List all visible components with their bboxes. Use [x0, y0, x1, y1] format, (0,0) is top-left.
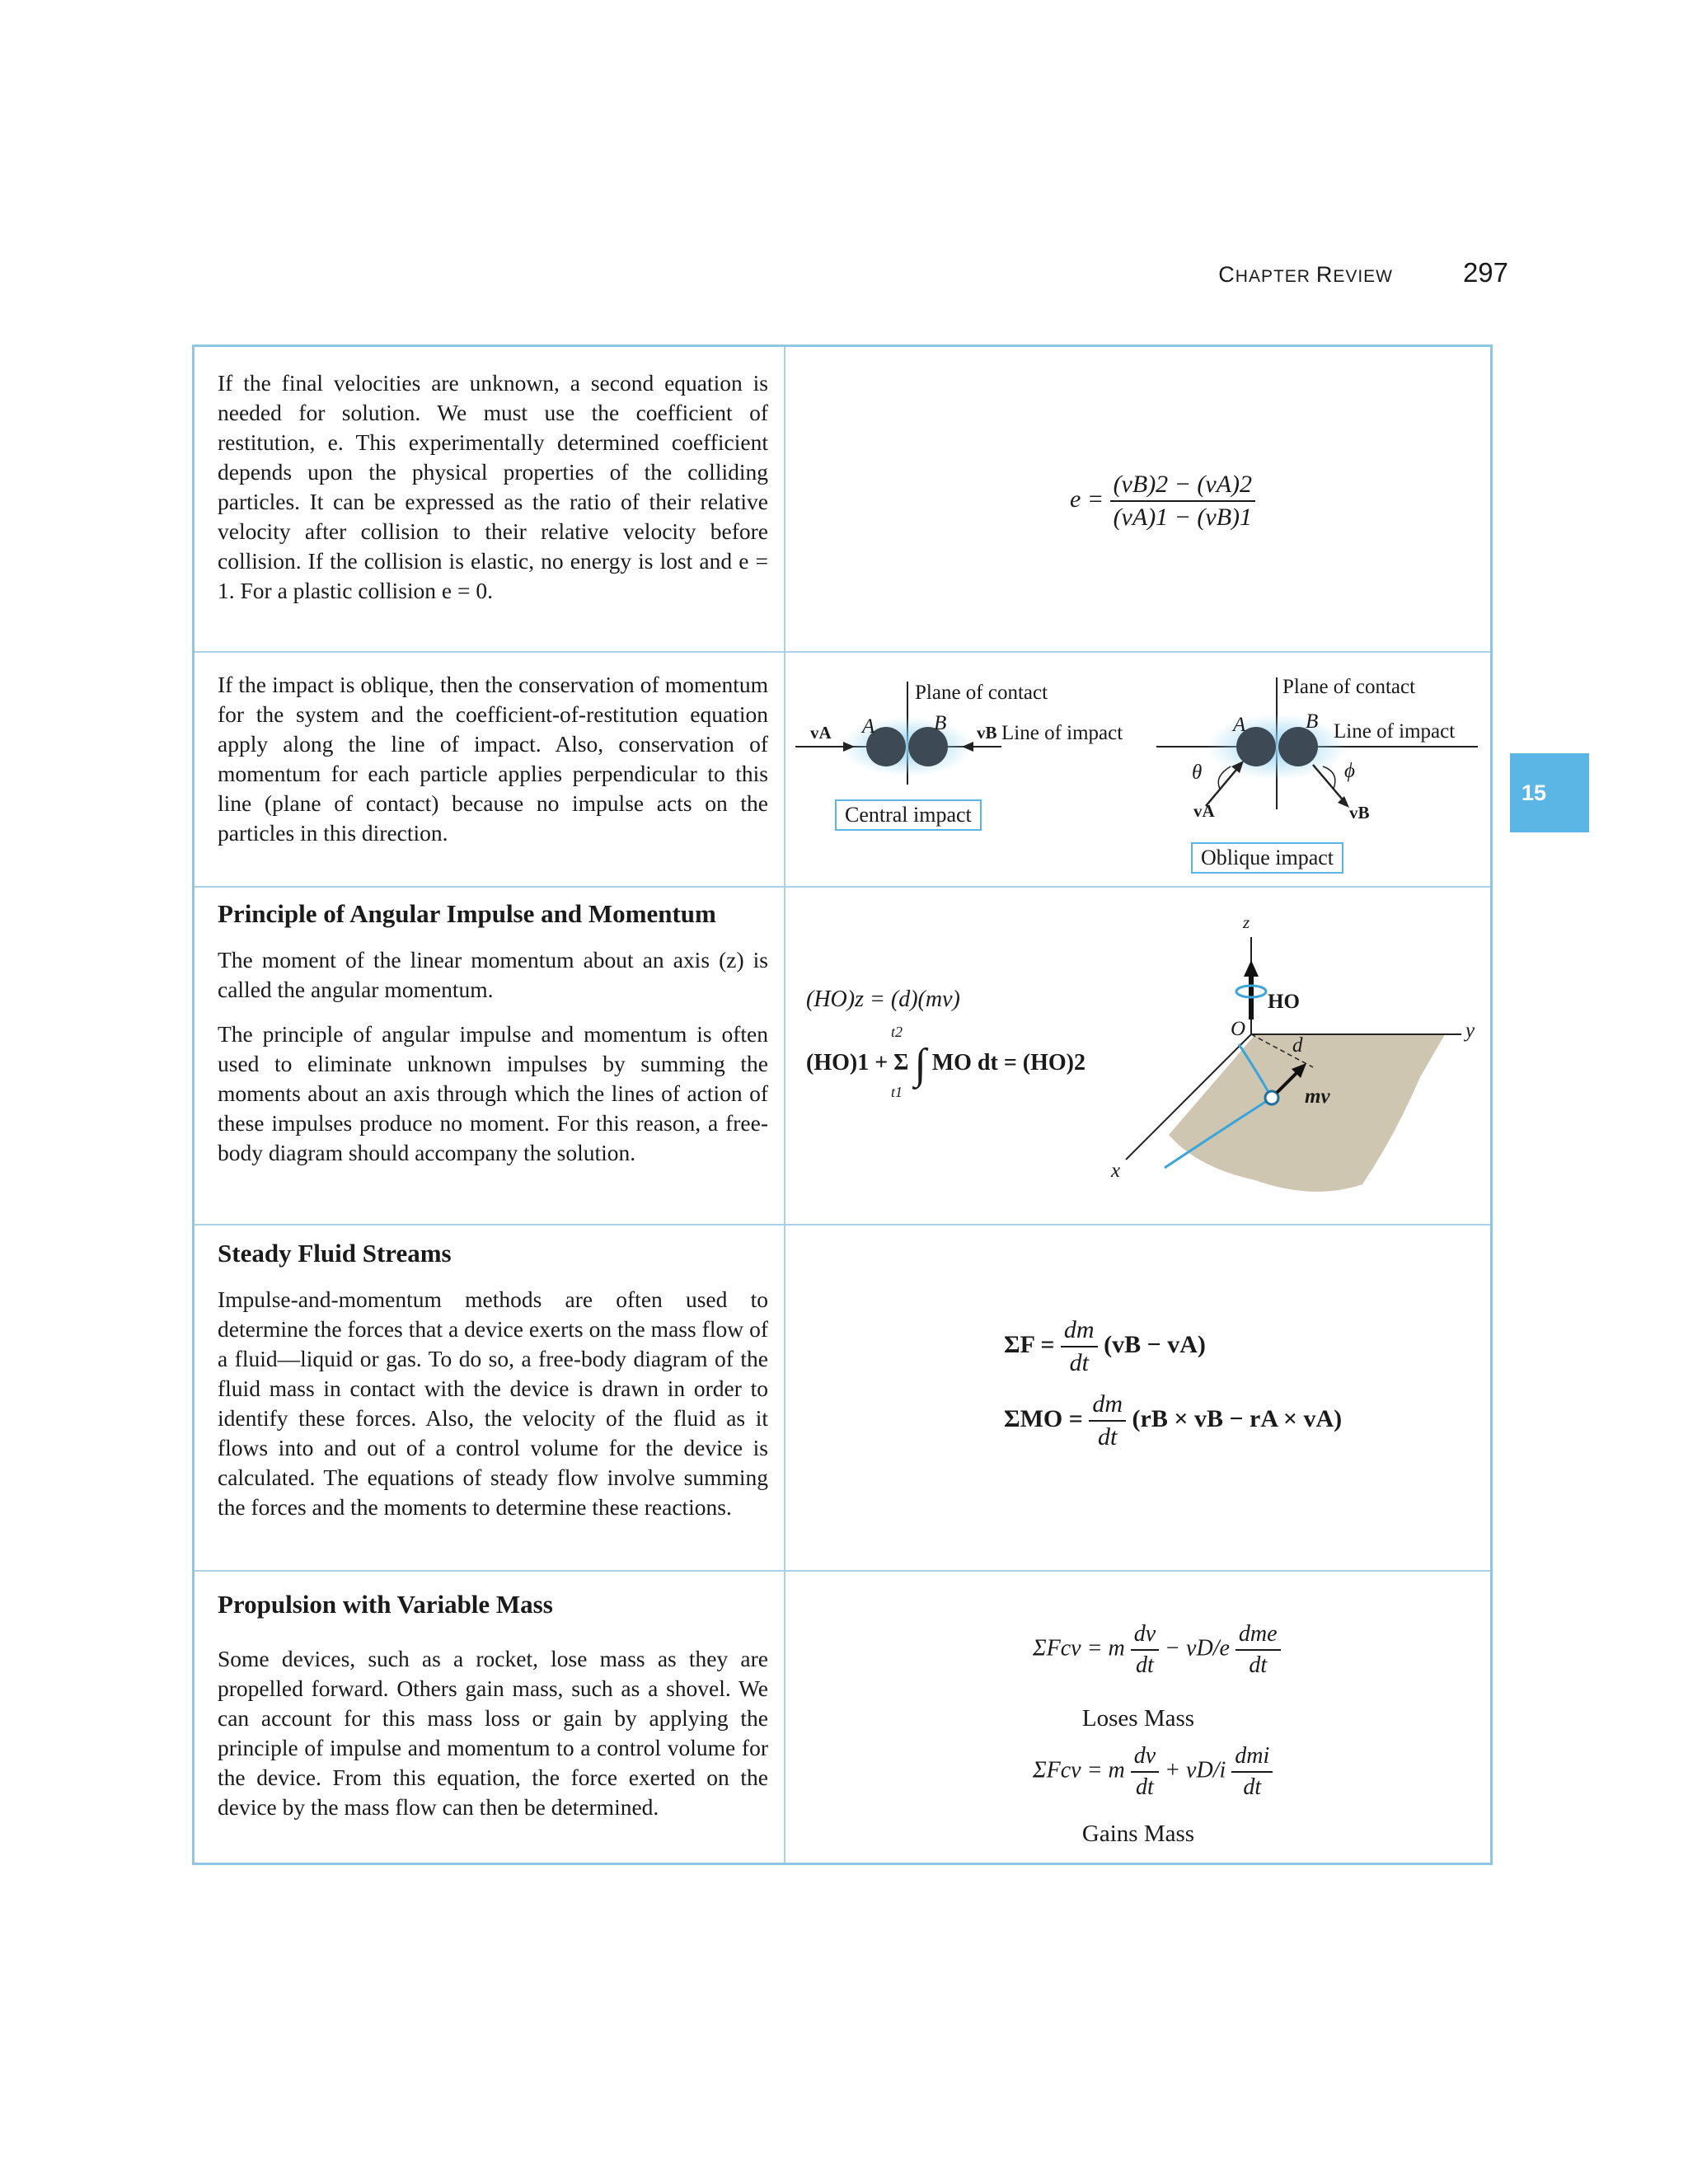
moment-equation: ΣMO = $\frac{dm}{dt}$ (rB × vB − rA × vA): [1004, 1390, 1343, 1451]
ho-arrowhead: [1244, 960, 1259, 977]
fluid-streams-text: [218, 1239, 768, 1537]
restitution-text: If the final velocities are unknown, a second equation is needed for solution. We must use the coefficient of restitution, e. This experimentally determined coefficient depends upon the physical properties of the colliding particles. It can be expressed as the ratio of their relative velocity after collision to their relative velocity before collision. If the collision is elastic, no energy is lost and e = 1. For a plastic collision e = 0.: [218, 370, 768, 603]
moment-arm-label: d: [1292, 1034, 1303, 1057]
fluid-streams-heading: Steady Fluid Streams: [218, 1239, 452, 1268]
impact-diagrams: [785, 653, 1493, 886]
label-a-central: A: [862, 715, 875, 738]
z-axis-label: z: [1243, 912, 1250, 932]
gains-mass-caption: Gains Mass: [1081, 1821, 1195, 1847]
label-va-central: vA: [810, 723, 832, 743]
mv-label: mv: [1305, 1085, 1330, 1108]
propulsion-heading: Propulsion with Variable Mass: [218, 1590, 553, 1619]
angular-impulse-heading: Principle of Angular Impulse and Momentum: [218, 899, 716, 928]
fluid-streams-equations: [785, 1226, 1493, 1570]
loses-mass-equation: ΣFcv = m $\frac{dv}{dt}$ − vD/e $\frac{\text{dme}}{dt}$: [1033, 1621, 1281, 1679]
angular-impulse-text: [218, 899, 768, 1183]
label-a-oblique: A: [1233, 714, 1246, 736]
label-b-oblique: B: [1306, 710, 1319, 733]
oblique-impact-text: If the impact is oblique, then the conservation of momentum for the system and the coefficient-of-restitution equation apply along the line of impact. Also, conservation of momentum for each particle applies perpendicular to this line (plane of contact) because no impulse acts on the particles in this direction.: [218, 672, 768, 846]
angular-impulse-equation: (HO)1 + Σ ∫ MO dt = (HO)2: [806, 1041, 1085, 1088]
integral-upper-limit: t2: [891, 1024, 903, 1040]
propulsion-para: Some devices, such as a rocket, lose mass as they are propelled forward. Others gain mass, such as a shovel. We can account for this mass loss or gain by applying the principle of impulse and momentum to a control volume for the device. From this equation, the force exerted on the device by the mass flow can then be determined.: [218, 1646, 768, 1820]
propulsion-equations: [785, 1572, 1493, 1865]
phi-label: ϕ: [1344, 760, 1355, 782]
line-of-impact-label-oblique: Line of impact: [1334, 720, 1456, 743]
impact-glow-oblique: [1207, 714, 1347, 780]
angular-impulse-para2: The principle of angular impulse and momentum is often used to eliminate unknown impulses by summing the moments about an axis through which the lines of action of these impulses produce no moment. For this reason, a free-body diagram should accompany the solution.: [218, 1021, 768, 1165]
chapter-tab: 15: [1510, 753, 1589, 832]
velocity-a-oblique-arrow: [1206, 765, 1240, 806]
review-table: [192, 344, 1493, 1865]
theta-label: θ: [1192, 762, 1203, 784]
fluid-streams-para: Impulse-and-momentum methods are often used to determine the forces that a device exerts on the mass flow of a fluid—liquid or gas. To do so, a free-body diagram of the fluid mass in contact with the device is drawn in order to identify these forces. Also, the velocity of the fluid as it flows into and out of a control volume for the device is calculated. The equations of steady flow involve summing the forces and the moments to determine these reactions.: [218, 1286, 768, 1520]
ho-label: HO: [1268, 991, 1300, 1013]
restitution-equation: e = $\frac{(vB)2 - (vA)2}{(vA)1 - (vB)1}$: [785, 347, 1493, 651]
origin-label: O: [1231, 1018, 1246, 1040]
label-vb-central: vB: [977, 723, 997, 743]
x-axis-label: x: [1111, 1160, 1121, 1182]
ground-plane: [1169, 1034, 1445, 1192]
line-of-impact-label-central: Line of impact: [1001, 722, 1123, 744]
integral-lower-limit: t1: [891, 1084, 903, 1100]
angular-impulse-equations: [785, 888, 1493, 1224]
y-axis-label: y: [1465, 1019, 1475, 1042]
label-va-oblique: vA: [1193, 801, 1215, 821]
plane-of-contact-label-oblique: Plane of contact: [1282, 676, 1416, 698]
angular-impulse-para1: The moment of the linear momentum about an axis (z) is called the angular momentum.: [218, 947, 768, 1002]
plane-of-contact-label-central: Plane of contact: [915, 682, 1048, 704]
velocity-b-oblique-arrow: [1313, 765, 1346, 804]
gains-mass-equation: ΣFcv = m $\frac{dv}{dt}$ + vD/i $\frac{\text{dmi}}{dt}$: [1033, 1743, 1273, 1801]
impact-glow-central: [842, 717, 973, 776]
propulsion-text: [218, 1590, 768, 1837]
label-b-central: B: [934, 712, 947, 734]
velocity-b-oblique-arrowhead: [1338, 796, 1349, 808]
page-number: 297: [1462, 257, 1508, 288]
central-impact-caption: Central impact: [835, 799, 982, 831]
force-equation: ΣF = $\frac{dm}{dt}$ (vB − vA): [1004, 1316, 1206, 1376]
label-vb-oblique: vB: [1349, 803, 1370, 823]
oblique-impact-caption: Oblique impact: [1191, 842, 1343, 874]
angular-momentum-diagram: [785, 888, 1493, 1224]
chapter-review-header: CHAPTER REVIEW: [1218, 262, 1393, 287]
angular-momentum-equation: (HO)z = (d)(mv): [806, 987, 960, 1012]
loses-mass-caption: Loses Mass: [1081, 1705, 1195, 1732]
particle: [1265, 1091, 1278, 1104]
